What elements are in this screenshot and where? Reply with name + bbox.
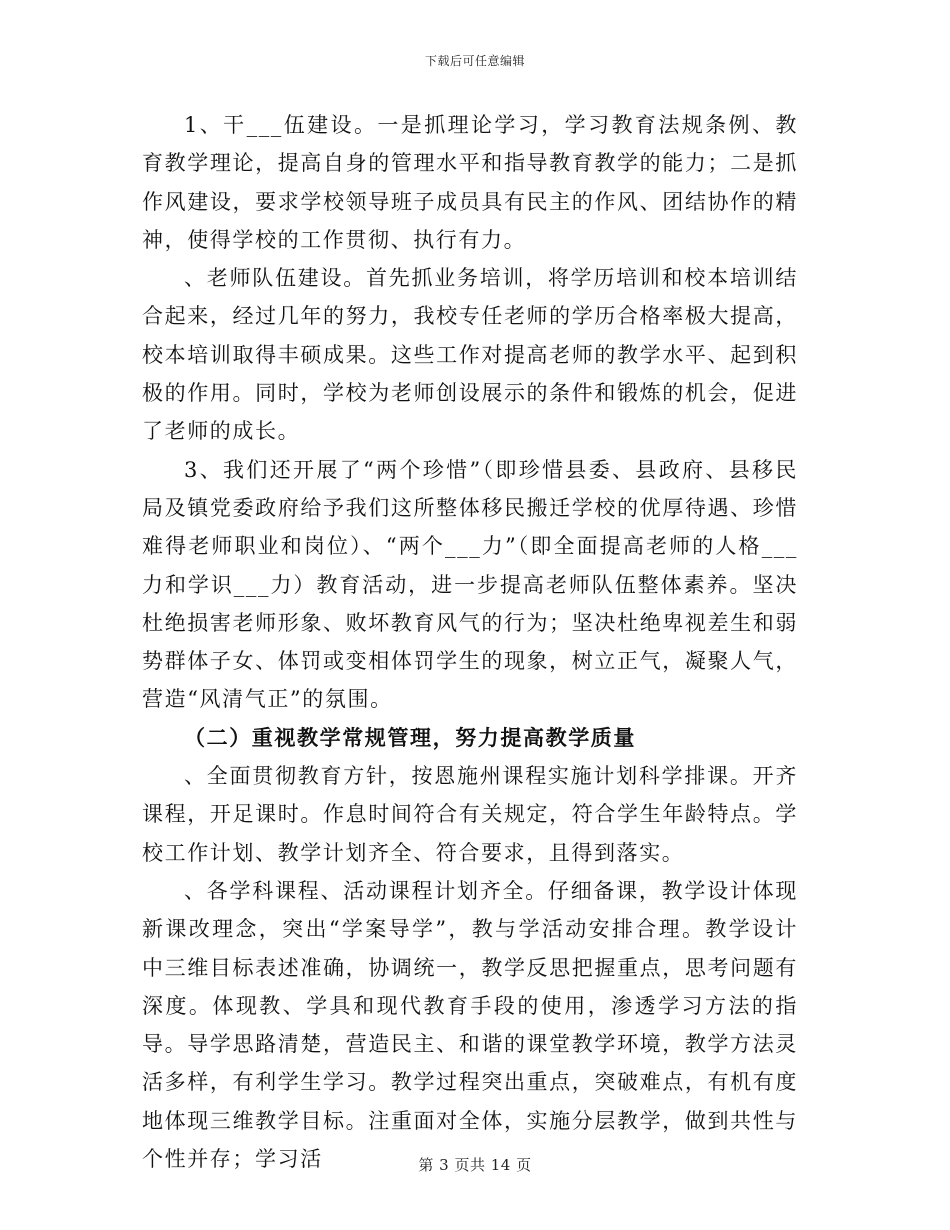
paragraph-two-cherish: 3、我们还开展了“两个珍惜”（即珍惜县委、县政府、县移民局及镇党委政府给予我们这所整体移民搬迁学校的优厚待遇、珍惜难得老师职业和岗位）、“两个___力”（即全面提高老师的人格___力和学识___力）教育活动，进一步提高老师队伍整体素养。坚决杜绝损害老师形象、败坏教育风气的行为；坚决杜绝卑视差生和弱势群体子女、体罚或变相体罚学生的现象，树立正气，凝聚人气，营造“风清气正”的氛围。 <box>142 457 798 712</box>
paragraph-teacher-team: 、老师队伍建设。首先抓业务培训，将学历培训和校本培训结合起来，经过几年的努力，我校专任老师的学历合格率极大提高，校本培训取得丰硕成果。这些工作对提高老师的教学水平、起到积极的作用。同时，学校为老师创设展示的条件和锻炼的机会，促进了老师的成长。 <box>142 266 798 444</box>
document-body <box>142 106 798 1178</box>
page-footer: 第 3 页共 14 页 <box>418 1156 532 1174</box>
section-heading: （二）重视教学常规管理，努力提高教学质量 <box>184 724 636 750</box>
paragraph-curriculum: 、全面贯彻教育方针，按恩施州课程实施计划科学排课。开齐课程，开足课时。作息时间符合有关规定，符合学生年龄特点。学校工作计划、教学计划齐全、符合要求，且得到落实。 <box>142 764 798 865</box>
page-header: 下载后可任意编辑 <box>424 54 525 68</box>
paragraph-team-building: 1、干___伍建设。一是抓理论学习，学习教育法规条例、教育教学理论，提高自身的管理水平和指导教育教学的能力；二是抓作风建设，要求学校领导班子成员具有民主的作风、团结协作的精神，使得学校的工作贯彻、执行有力。 <box>142 113 798 252</box>
paragraph-lesson-planning: 、各学科课程、活动课程计划齐全。仔细备课，教学设计体现新课改理念，突出“学案导学”，教与学活动安排合理。教学设计中三维目标表述准确，协调统一，教学反思把握重点，思考问题有深度。体现教、学具和现代教育手段的使用，渗透学习方法的指导。导学思路清楚，营造民主、和谐的课堂教学环境，教学方法灵活多样，有利学生学习。教学过程突出重点，突破难点，有机有度地体现三维教学目标。注重面对全体，实施分层教学，做到共性与个性并存；学习活 <box>142 878 798 1172</box>
